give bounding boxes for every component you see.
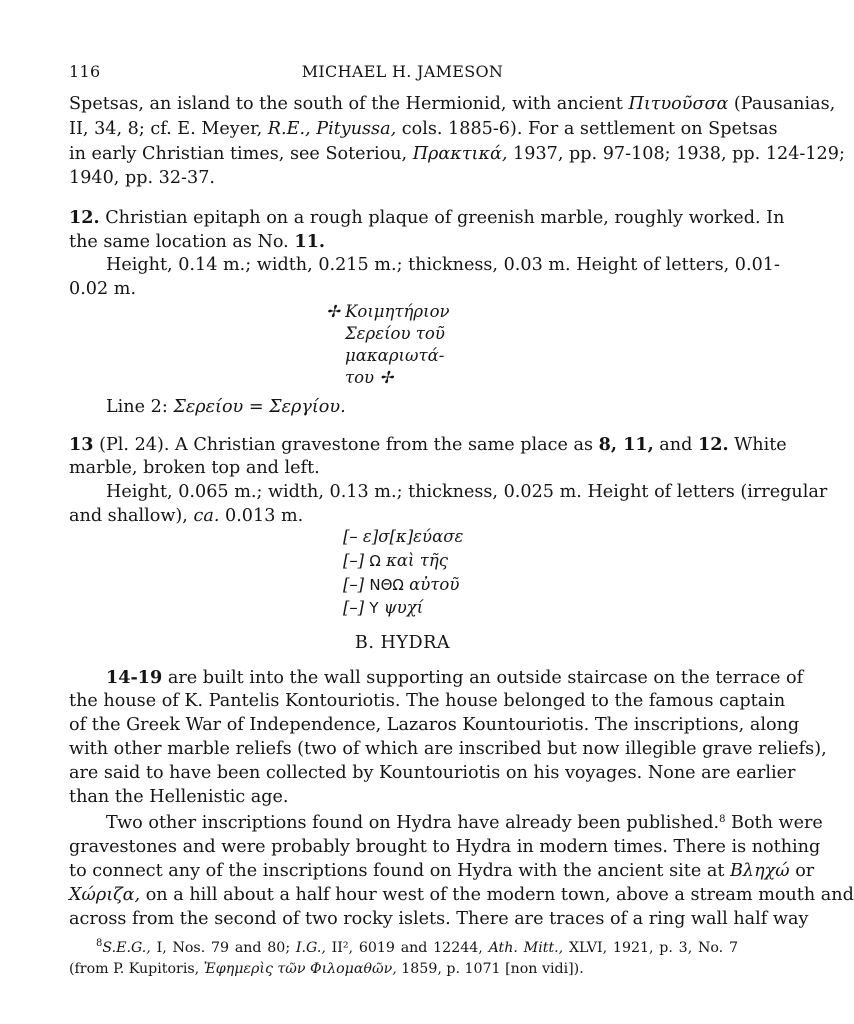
running-title: MICHAEL H. JAMESON <box>301 62 504 81</box>
inscription-13-line-4: [–] Υ ψυχί <box>343 598 424 617</box>
inscription-13-line-3: [–] ΝΘΩ αὐτοῦ <box>343 575 460 594</box>
footnote-ref[interactable]: 8 <box>719 814 726 825</box>
section-b-p2-line-2: gravestones and were probably brought to Hydra in modern times. There is nothing <box>69 837 821 857</box>
entry-13-dimensions: Height, 0.065 m.; width, 0.13 m.; thickness, 0.025 m. Height of letters (irregular <box>106 482 828 502</box>
section-b-p1-line-6: than the Hellenistic age. <box>69 787 289 807</box>
inscription-13-line-2: [–] Ω καὶ τῆς <box>343 551 449 570</box>
section-heading: B. HYDRA <box>354 633 451 653</box>
entry-13-line-1: 13 (Pl. 24). A Christian gravestone from the same place as 8, 11, and 12. White <box>69 434 787 455</box>
section-b-p2-line-4: Χώριζα, on a hill about a half hour west of the modern town, above a stream mouth and <box>69 885 854 905</box>
section-b-p2-line-1: Two other inscriptions found on Hydra have already been published.$^8$ Both were <box>106 813 823 833</box>
intro-line-2: II, 34, 8; cf. E. Meyer, R.E., Pityussa, cols. 1885-6). For a settlement on Spetsas <box>69 119 778 139</box>
inscription-12-line-4: του ✢ <box>345 368 394 387</box>
entry-12-line-1: 12. Christian epitaph on a rough plaque of greenish marble, roughly worked. In <box>69 207 785 228</box>
section-b-p1-line-3: of the Greek War of Independence, Lazaros Kountouriotis. The inscriptions, along <box>69 715 800 735</box>
section-b-p1-line-4: with other marble reliefs (two of which are inscribed but now illegible grave reliefs), <box>69 739 827 759</box>
section-b-p1-line-5: are said to have been collected by Kountouriotis on his voyages. None are earlier <box>69 763 796 783</box>
entry-12-dimensions-cont: 0.02 m. <box>69 279 137 299</box>
page-number: 116 <box>69 62 101 81</box>
entry-12-note: Line 2: Σερείου = Σεργίου. <box>106 397 346 417</box>
intro-line-1: Spetsas, an island to the south of the Hermionid, with ancient Πιτυοῦσσα (Pausanias, <box>69 94 836 114</box>
inscription-12-line-3: μακαριωτά- <box>345 346 445 365</box>
section-b-p2-line-3: to connect any of the inscriptions found on Hydra with the ancient site at Βληχώ or <box>69 861 815 881</box>
entry-12-line-2: the same location as No. 11. <box>69 231 325 252</box>
intro-line-4: 1940, pp. 32-37. <box>69 168 215 188</box>
inscription-12-line-2: Σερείου τοῦ <box>345 324 445 343</box>
footnote-line-1: $^8$S.E.G., I, Nos. 79 and 80; I.G., II², 6019 and 12244, Ath. Mitt., XLVI, 1921, p. 3, No. 7 <box>96 938 738 956</box>
entry-13-dimensions-cont: and shallow), ca. 0.013 m. <box>69 506 304 526</box>
footnote-line-2: (from P. Kupitoris, Ἐφημερὶς τῶν Φιλομαθῶν, 1859, p. 1071 [non vidi]). <box>69 961 584 977</box>
section-b-p2-line-5: across from the second of two rocky islets. There are traces of a ring wall half way <box>69 909 809 929</box>
inscription-12-line-1: ✢ Κοιμητήριον <box>326 302 450 321</box>
section-b-p1-line-1: 14-19 are built into the wall supporting an outside staircase on the terrace of <box>106 667 804 688</box>
intro-line-3: in early Christian times, see Soteriou, Πρακτικά, 1937, pp. 97-108; 1938, pp. 124-129; <box>69 144 845 164</box>
entry-13-line-2: marble, broken top and left. <box>69 458 320 478</box>
section-b-p1-line-2: the house of K. Pantelis Kontouriotis. The house belonged to the famous captain <box>69 691 786 711</box>
inscription-13-line-1: [– ε]σ[κ]εύασε <box>343 527 464 546</box>
entry-12-dimensions: Height, 0.14 m.; width, 0.215 m.; thickness, 0.03 m. Height of letters, 0.01- <box>106 255 780 275</box>
